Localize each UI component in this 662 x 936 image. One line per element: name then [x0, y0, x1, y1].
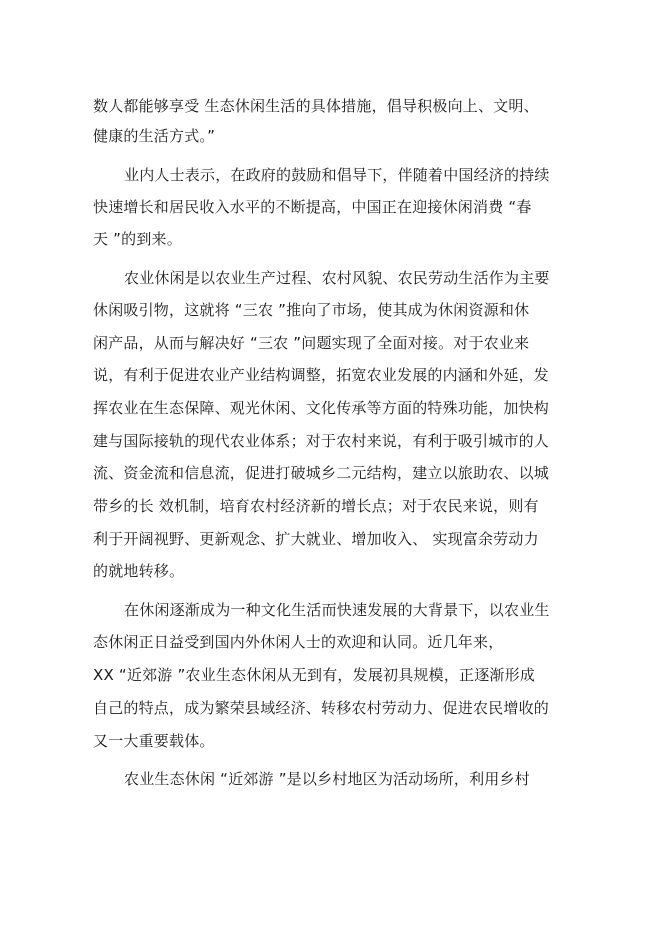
- text-line-4: 快速增长和居民收入水平的不断提高，中国正在迎接休闲消费 “春: [93, 198, 532, 216]
- text-line-8: 闲产品，从而与解决好 “三农 ”问题实现了全面对接。对于农业来: [93, 334, 530, 352]
- text-line-21: 农业生态休闲 “近郊游 ”是以乡村地区为活动场所，利用乡村: [124, 770, 530, 788]
- text-line-10: 挥农业在生态保障、观光休闲、文化传承等方面的特殊功能，加快构: [93, 399, 550, 417]
- text-line-16: 在休闲逐渐成为一种文化生活而快速发展的大背景下，以农业生: [124, 601, 550, 619]
- text-line-3: 业内人士表示，在政府的鼓励和倡导下，伴随着中国经济的持续: [124, 166, 550, 184]
- text-line-5: 天 ”的到来。: [93, 230, 182, 248]
- text-line-1: 数人都能够享受 生态休闲生活的具体措施，倡导积极向上、文明、: [93, 97, 539, 115]
- text-line-20: 又一大重要载体。: [93, 732, 215, 750]
- text-line-9: 说，有利于促进农业产业结构调整，拓宽农业发展的内涵和外延，发: [93, 366, 550, 384]
- text-line-2: 健康的生活方式。”: [93, 127, 216, 145]
- text-line-14: 利于开阔视野、更新观念、扩大就业、增加收入、 实现富余劳动力: [93, 530, 539, 548]
- text-line-18: XX “近郊游 ”农业生态休闲从无到有，发展初具规模，正逐渐形成: [93, 666, 536, 684]
- text-line-7: 休闲吸引物，这就将 “三农 ”推向了市场，使其成为休闲资源和休: [93, 301, 530, 319]
- text-line-6: 农业休闲是以农业生产过程、农村风貌、农民劳动生活作为主要: [124, 269, 550, 287]
- text-line-13: 带乡的长 效机制，培育农村经济新的增长点；对于农民来说，则有: [93, 497, 539, 515]
- text-line-19: 自己的特点，成为繁荣县域经济、转移农村劳动力、促进农民增收的: [93, 699, 550, 717]
- text-line-17: 态休闲正日益受到国内外休闲人士的欢迎和认同。近几年来，: [93, 633, 504, 651]
- text-line-15: 的就地转移。: [93, 562, 185, 580]
- text-line-11: 建与国际接轨的现代农业体系；对于农村来说，有利于吸引城市的人: [93, 432, 550, 450]
- text-line-12: 流、资金流和信息流，促进打破城乡二元结构，建立以旅助农、以城: [93, 464, 550, 482]
